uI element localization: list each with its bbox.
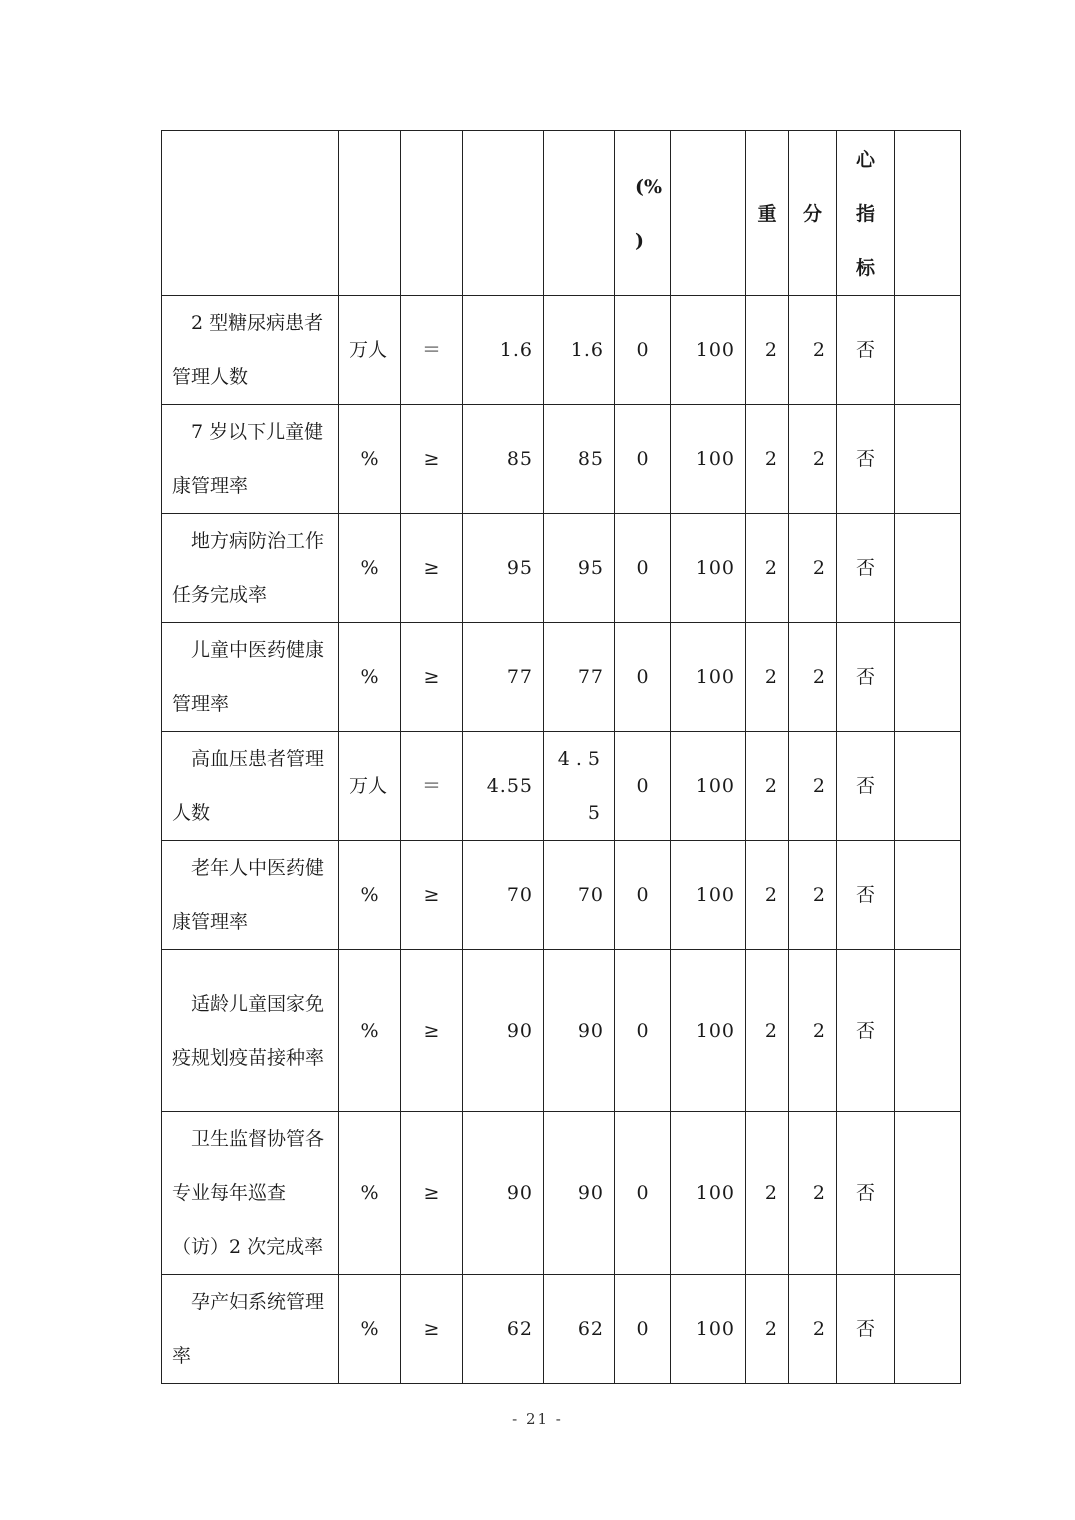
indicator-name-cell: 孕产妇系统管理率 [162,1275,339,1384]
target-value-cell: 77 [463,623,544,732]
core-indicator-cell: 否 [837,841,895,950]
actual-value-cell: 4.55 [544,732,615,841]
core-indicator-cell: 否 [837,1112,895,1275]
table-row [162,623,961,732]
core-indicator-cell: 否 [837,405,895,514]
target-value-cell: 70 [463,841,544,950]
score-cell: 2 [789,950,837,1112]
operator-cell: ≥ [401,405,463,514]
remark-cell [895,732,961,841]
operator-cell: ＝ [401,732,463,841]
indicator-name-cell: 适龄儿童国家免疫规划疫苗接种率 [162,950,339,1112]
score-cell: 2 [789,1275,837,1384]
target-value-cell: 90 [463,1112,544,1275]
table-row [162,1275,961,1384]
deviation-cell: 0 [615,732,671,841]
core-indicator-cell: 否 [837,950,895,1112]
weight-cell: 2 [746,1112,789,1275]
target-value-cell: 95 [463,514,544,623]
weight-cell: 2 [746,1275,789,1384]
remark-cell [895,1112,961,1275]
deviation-cell: 0 [615,514,671,623]
indicator-name-cell: 卫生监督协管各专业每年巡查（访）2 次完成率 [162,1112,339,1275]
unit-cell: % [339,623,401,732]
core-indicator-cell: 否 [837,623,895,732]
header-percent [615,131,671,296]
header-score [789,131,837,296]
unit-cell: % [339,1275,401,1384]
unit-cell: % [339,1112,401,1275]
target-value-cell: 1.6 [463,296,544,405]
weight-cell: 2 [746,950,789,1112]
deviation-cell: 0 [615,623,671,732]
core-indicator-cell: 否 [837,296,895,405]
deviation-cell: 0 [615,405,671,514]
remark-cell [895,841,961,950]
header-cell-blank [463,131,544,296]
score-rate-cell: 100 [671,950,746,1112]
score-cell: 2 [789,623,837,732]
indicator-table [161,130,961,1384]
remark-cell [895,1275,961,1384]
header-cell-blank [401,131,463,296]
core-indicator-cell: 否 [837,732,895,841]
remark-cell [895,950,961,1112]
unit-cell: % [339,950,401,1112]
score-rate-cell: 100 [671,405,746,514]
score-rate-cell: 100 [671,732,746,841]
score-rate-cell: 100 [671,841,746,950]
actual-value-cell: 90 [544,950,615,1112]
table-row [162,841,961,950]
indicator-name-cell: 2 型糖尿病患者管理人数 [162,296,339,405]
target-value-cell: 62 [463,1275,544,1384]
operator-cell: ≥ [401,514,463,623]
actual-value-cell: 62 [544,1275,615,1384]
header-cell-blank [671,131,746,296]
operator-cell: ≥ [401,841,463,950]
remark-cell [895,514,961,623]
deviation-cell: 0 [615,841,671,950]
header-cell-blank [544,131,615,296]
deviation-cell: 0 [615,950,671,1112]
table-row [162,296,961,405]
page-number: - 21 - [512,1410,563,1428]
header-weight [746,131,789,296]
weight-cell: 2 [746,732,789,841]
score-cell: 2 [789,732,837,841]
score-cell: 2 [789,841,837,950]
target-value-cell: 90 [463,950,544,1112]
header-percent-text: (% ) [635,176,663,252]
actual-value-cell: 1.6 [544,296,615,405]
unit-cell: % [339,841,401,950]
indicator-name-cell: 7 岁以下儿童健康管理率 [162,405,339,514]
score-rate-cell: 100 [671,1275,746,1384]
indicator-name-cell: 地方病防治工作任务完成率 [162,514,339,623]
deviation-cell: 0 [615,1112,671,1275]
core-indicator-cell: 否 [837,1275,895,1384]
indicator-name-cell: 老年人中医药健康管理率 [162,841,339,950]
weight-cell: 2 [746,841,789,950]
operator-cell: ＝ [401,296,463,405]
table-row [162,732,961,841]
table-row [162,405,961,514]
actual-value-cell: 85 [544,405,615,514]
score-cell: 2 [789,1112,837,1275]
remark-cell [895,623,961,732]
indicator-name-cell: 儿童中医药健康管理率 [162,623,339,732]
operator-cell: ≥ [401,623,463,732]
unit-cell: % [339,405,401,514]
actual-value-cell: 90 [544,1112,615,1275]
table-row [162,950,961,1112]
actual-value-cell: 95 [544,514,615,623]
header-cell-blank [339,131,401,296]
operator-cell: ≥ [401,1275,463,1384]
unit-cell: % [339,514,401,623]
score-rate-cell: 100 [671,623,746,732]
weight-cell: 2 [746,405,789,514]
header-cell-blank [162,131,339,296]
score-rate-cell: 100 [671,296,746,405]
header-core-indicator [837,131,895,296]
target-value-cell: 85 [463,405,544,514]
operator-cell: ≥ [401,1112,463,1275]
header-score-text: 分 [802,203,822,225]
remark-cell [895,405,961,514]
actual-value-cell: 77 [544,623,615,732]
deviation-cell: 0 [615,1275,671,1384]
operator-cell: ≥ [401,950,463,1112]
table-row [162,514,961,623]
header-cell-blank [895,131,961,296]
actual-value-cell: 70 [544,841,615,950]
table-row [162,1112,961,1275]
weight-cell: 2 [746,514,789,623]
deviation-cell: 0 [615,296,671,405]
score-cell: 2 [789,405,837,514]
target-value-cell: 4.55 [463,732,544,841]
weight-cell: 2 [746,623,789,732]
score-cell: 2 [789,296,837,405]
weight-cell: 2 [746,296,789,405]
score-rate-cell: 100 [671,514,746,623]
header-row [162,131,961,296]
indicator-name-cell: 高血压患者管理人数 [162,732,339,841]
unit-cell: 万人 [339,296,401,405]
core-indicator-cell: 否 [837,514,895,623]
remark-cell [895,296,961,405]
unit-cell: 万人 [339,732,401,841]
score-cell: 2 [789,514,837,623]
score-rate-cell: 100 [671,1112,746,1275]
header-weight-text: 重 [757,203,777,225]
header-core-indicator-text: 心 指 标 [855,149,875,279]
